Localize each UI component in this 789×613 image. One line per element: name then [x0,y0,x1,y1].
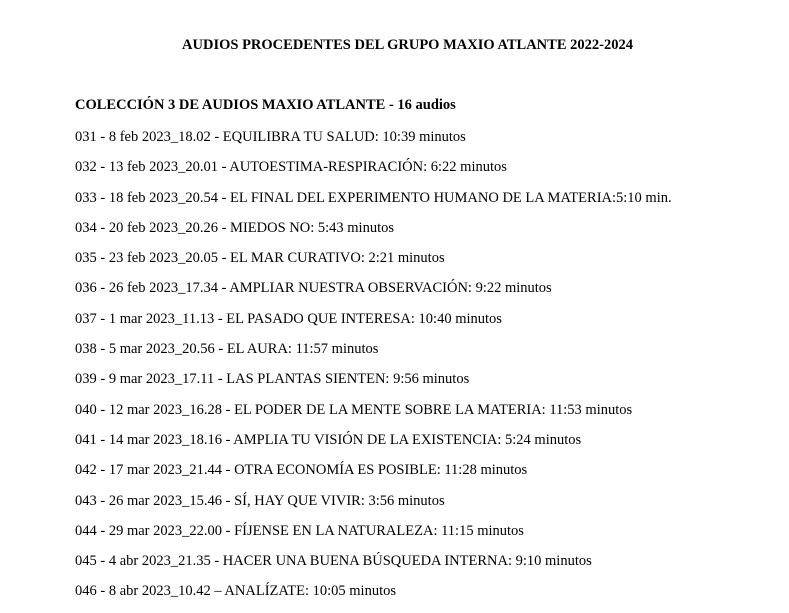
audio-item: 037 - 1 mar 2023_11.13 - EL PASADO QUE INTERESA: 10:40 minutos [75,310,502,327]
audio-item: 035 - 23 feb 2023_20.05 - EL MAR CURATIVO: 2:21 minutos [75,250,445,267]
audio-item: 041 - 14 mar 2023_18.16 - AMPLIA TU VISIÓN DE LA EXISTENCIA: 5:24 minutos [75,431,582,448]
audio-item: 033 - 18 feb 2023_20.54 - EL FINAL DEL EXPERIMENTO HUMANO DE LA MATERIA:5:10 min. [75,189,672,206]
audio-item: 044 - 29 mar 2023_22.00 - FÍJENSE EN LA NATURALEZA: 11:15 minutos [75,522,524,539]
audio-item: 046 - 8 abr 2023_10.42 – ANALÍZATE: 10:05 minutos [75,583,396,600]
audio-item: 042 - 17 mar 2023_21.44 - OTRA ECONOMÍA ES POSIBLE: 11:28 minutos [75,462,528,479]
audio-item: 040 - 12 mar 2023_16.28 - EL PODER DE LA MENTE SOBRE LA MATERIA: 11:53 minutos [75,401,633,418]
collection-heading: COLECCIÓN 3 DE AUDIOS MAXIO ATLANTE - 16 audios [75,97,456,113]
audio-item: 031 - 8 feb 2023_18.02 - EQUILIBRA TU SALUD: 10:39 minutos [75,129,466,145]
audio-item: 036 - 26 feb 2023_17.34 - AMPLIAR NUESTRA OBSERVACIÓN: 9:22 minutos [75,280,552,297]
audio-item: 034 - 20 feb 2023_20.26 - MIEDOS NO: 5:43 minutos [75,219,394,236]
document-title: AUDIOS PROCEDENTES DEL GRUPO MAXIO ATLANTE 2022-2024 [182,37,633,53]
audio-item: 038 - 5 mar 2023_20.56 - EL AURA: 11:57 minutos [75,341,379,358]
audio-item: 032 - 13 feb 2023_20.01 - AUTOESTIMA-RESPIRACIÓN: 6:22 minutos [75,159,507,176]
audio-item: 043 - 26 mar 2023_15.46 - SÍ, HAY QUE VIVIR: 3:56 minutos [75,492,445,509]
audio-list [75,128,672,613]
audio-item: 045 - 4 abr 2023_21.35 - HACER UNA BUENA BÚSQUEDA INTERNA: 9:10 minutos [75,553,592,570]
audio-item: 039 - 9 mar 2023_17.11 - LAS PLANTAS SIENTEN: 9:56 minutos [75,371,470,388]
